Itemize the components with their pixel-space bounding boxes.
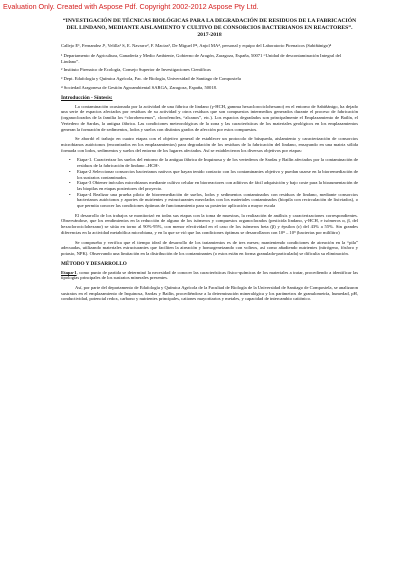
stage1-text: , como punto de partida se determinó la necesidad de conocer las características físico-químicas de los materiales a tratar, procediendo a identificar las tipologías principales de los sustratos minerales presentes.: [61, 269, 358, 281]
affiliation-2: ² Instituto Pirenaico de Ecología, Consejo Superior de Investigaciones Científicas: [61, 67, 211, 73]
affiliation-3: ³ Dept. Edafología y Química Agrícola, Fac. de Biología, Universidad de Santiago de Compostela: [61, 76, 241, 82]
affiliation-4: ⁴ Sociedad Aragonesa de Gestión Agroambiental SARGA, Zaragoza, España, 50018.: [61, 84, 218, 90]
stage1-label: Etapa-1: [61, 269, 77, 275]
body-paragraph: El desarrollo de los trabajos se monitorizó en todas sus etapas con la toma de muestras, la realización de análisis y caracterizaciones correspondientes. Observándose, que los rendimientos en la reducción de alguno de los isómeros y compuestos organoclorados (pesticida lindano, γ-HCH, e isómeros α, β, del hexaclorociclohexano) se sitúa en torno al 90%-95%, con menor efectividad en el caso de los isómeros beta (β) y épsilon (ε) del 43% a 55%. Sin grandes diferencias en la actividad metabólica microbiana, y en la que se vió que las condiciones óptimas se desarrollaron con 10⁸ – 10⁹ (bacterias por mililitro): [61, 212, 358, 235]
intro-heading: Introducción - Síntesis:: [61, 94, 113, 101]
final-paragraph: Así, por parte del departamento de Edafología y Química Agrícola de la Facultad de Biología de la Universidad de Santiago de Compostela, se analizaron sustratos en el emplazamiento de Inquinosa, Sardas y Bailín, procediéndose a la determinación mineralógica y los parámetros de granulometría, humedad, pH, conductividad, potencial redox, carbono y nutrientes principales, cationes mayoritarios y metales, y capacidad de intercambio catiónico.: [61, 285, 358, 302]
stage-item: • Etapa-1. Caracterizar los suelos del entorno de la antigua fábrica de Inquinosa y de los vertederos de Sardas y Bailín afectados por la contaminación de residuos de la fabricación de lindano –HCH-.: [77, 157, 358, 168]
intro-paragraph: Se abordó el trabajo en cuatro etapas con el objetivo general de establecer un protocolo de búsqueda, aislamiento y caracterización de consorcios microbianos autóctonos (encontrados en los emplazamientos) para degradación de los residuos de la fabricación del lindano, ensayando en una matriz sólida formada con lodos, sedimentos y suelos del entorno de los lugares afectados. Así se establecieron los diversos objetivos por etapas:: [61, 136, 358, 153]
stage-list: [61, 157, 358, 208]
body-paragraph: Se comprueba y verifica que el tiempo ideal de desarrollo de los tratamientos es de tres meses; manteniendo condiciones de aireación en la “pila” adecuadas, utilizando materiales estructurantes que faciliten la aireación y homogeneizando con volteos, así como añadiendo nutrientes (nitrógeno, fósforo y potasio, NPK). Observando una limitación en la distribución de los contaminantes (o estos están en forma granulada-particulada) se dificulta su eliminación.: [61, 239, 358, 256]
stage1-paragraph: [61, 270, 358, 281]
stage-item: • Etapa-2 Seleccionar consorcios bacterianos nativos que hayan tenido contacto con los contaminantes objetivo y puedan usarse en la biorremediación de los sustratos contaminados.: [77, 169, 358, 180]
author-list: Callejo E¹, Fernandez J¹, Velilla¹ S, E. Navarro², F. Macias³, De Miguel P⁴, Anjol MA⁴, personal y equipo del Laboratorio Pirenaicos (Sabiñánigo)⁴: [61, 43, 332, 48]
document-title: “INVESTIGACIÓN DE TÉCNICAS BIOLÓGICAS PARA LA DEGRADACIÓN DE RESIDUOS DE LA FABRICACIÓN DEL LINDANO, MEDIANTE AISLAMIENTO Y CULTIVO DE CONSORCIOS BACTERIANOS EN REACTORES”. 2017-2018: [62, 18, 357, 38]
stage-item: • Etapa-3 Obtener inóculos microbianos mediante cultivo celular en biorreactores con aditivos de fácil adquisición y bajo coste para la bioaumentación de las biopilas en etapas posteriores del proyecto.: [77, 180, 358, 191]
stage-item: • Etapa-4 Realizar una prueba piloto de biorremediación de suelos, lodos y sedimentos contaminados con residuos de lindano, mediante consorcios bacterianos autóctonos y aportes de nutrientes y estructurantes mezclados con los materiales contaminados (biopila con recirculación de lixiviados), o que permita conocer las condiciones óptimas de funcionamiento para su posterior aplicación a mayor escala: [77, 192, 358, 209]
affiliation-1: ¹ Departamento de Agricultura, Ganadería y Medio Ambiente, Gobierno de Aragón, Zaragoza, España, 50071 “Unidad de descontaminación Integral del Lindano”.: [61, 52, 342, 64]
methods-heading: MÉTODO Y DESARROLLO: [61, 260, 127, 267]
evaluation-watermark: Evaluation Only. Created with Aspose Pdf. Copyright 2002-2012 Aspose Pty Ltd.: [3, 2, 259, 11]
document-body: [61, 18, 358, 306]
intro-paragraph: La contaminación ocasionada por la actividad de una fábrica de lindano (γ-HCH, gamma hexaclorociclohexano) en el entorno de Sabiñánigo, ha dejado una serie de espacios afectados por residuos de su actividad y otros residuos que son compuestos intermedios generados durante el proceso de fabricación (organoclorados de la familia los “clorobencenos”, clorofenoles, “alcanos”, etc.). Los espacios degradados son principalmente el Emplazamiento de Bailín, el Vertedero de Sardas, la antigua fábrica. Las condiciones meteorológicas de la zona y las características de los materiales geológicos en los emplazamientos generan la formación de sedimentos, lodos y suelos con distintos grados de afección por estos compuestos.: [61, 103, 358, 132]
